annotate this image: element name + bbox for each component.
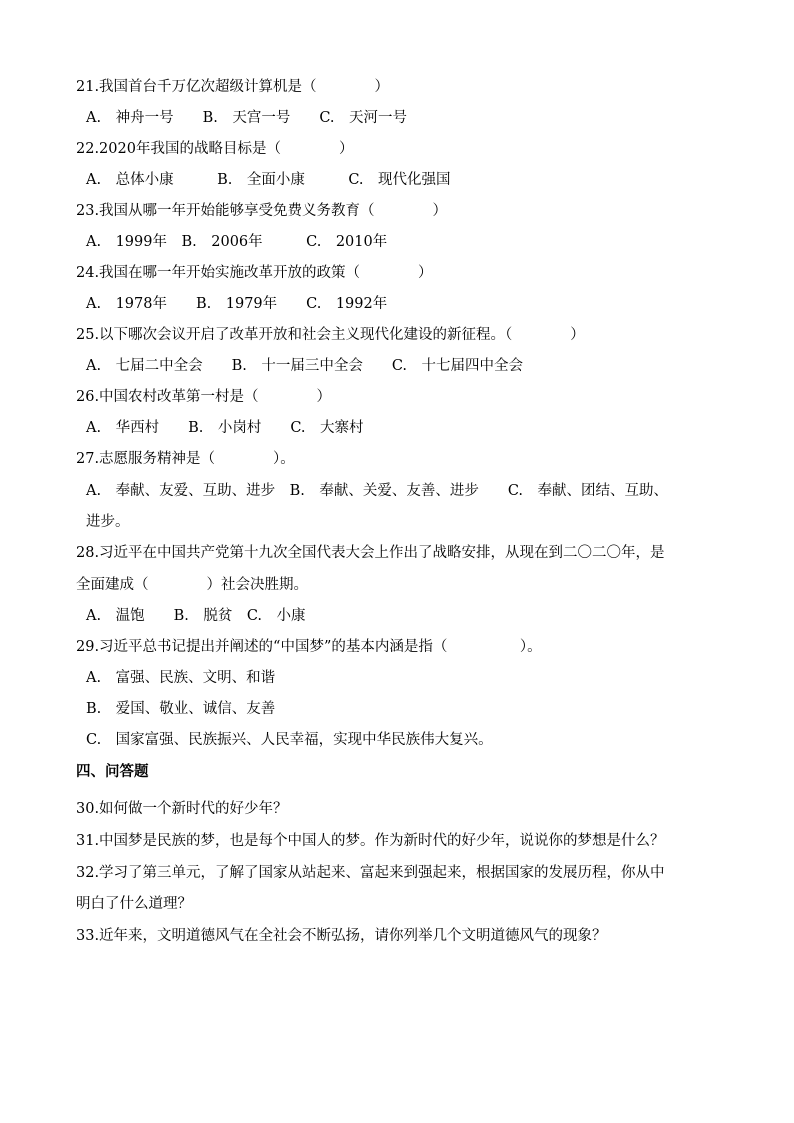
question-32: 32.学习了第三单元，了解了国家从站起来、富起来到强起来，根据国家的发展历程，你从中 (76, 865, 665, 881)
question-23: 23.我国从哪一年开始能够享受免费义务教育（ ） (76, 203, 448, 219)
question-28-continued: 全面建成（ ）社会决胜期。 (76, 577, 308, 593)
question-29-option-c: C. 国家富强、民族振兴、人民幸福，实现中华民族伟大复兴。 (86, 732, 493, 748)
question-33: 33.近年来，文明道德风气在全社会不断弘扬，请你列举几个文明道德风气的现象？ (76, 928, 607, 944)
question-28-options: A. 温饱 B. 脱贫 C. 小康 (86, 608, 306, 624)
question-22-options: A. 总体小康 B. 全面小康 C. 现代化强国 (86, 172, 451, 188)
question-24: 24.我国在哪一年开始实施改革开放的政策（ ） (76, 265, 433, 281)
question-23-options: A. 1999年 B. 2006年 C. 2010年 (86, 234, 388, 250)
question-25-options: A. 七届二中全会 B. 十一届三中全会 C. 十七届四中全会 (86, 358, 524, 374)
section-title-qa: 四、问答题 (76, 764, 149, 780)
question-26: 26.中国农村改革第一村是（ ） (76, 389, 332, 405)
question-29-option-a: A. 富强、民族、文明、和谐 (86, 670, 276, 686)
question-27: 27.志愿服务精神是（ ）。 (76, 451, 295, 467)
question-29: 29.习近平总书记提出并阐述的“中国梦”的基本内涵是指（ ）。 (76, 639, 542, 655)
question-24-options: A. 1978年 B. 1979年 C. 1992年 (86, 296, 388, 312)
question-31: 31.中国梦是民族的梦，也是每个中国人的梦。作为新时代的好少年，说说你的梦想是什么？ (76, 833, 665, 849)
question-29-option-b: B. 爱国、敬业、诚信、友善 (86, 701, 276, 717)
question-27-options-continued: 进步。 (86, 514, 130, 530)
question-27-options: A. 奉献、友爱、互助、进步 B. 奉献、关爱、友善、进步 C. 奉献、团结、互助、 (86, 483, 669, 499)
question-22: 22.2020年我国的战略目标是（ ） (76, 141, 354, 157)
question-25: 25.以下哪次会议开启了改革开放和社会主义现代化建设的新征程。（ ） (76, 327, 585, 343)
question-21: 21.我国首台千万亿次超级计算机是（ ） (76, 79, 390, 95)
question-32-continued: 明白了什么道理？ (76, 896, 192, 912)
question-21-options: A. 神舟一号 B. 天宫一号 C. 天河一号 (86, 110, 408, 126)
question-30: 30.如何做一个新时代的好少年？ (76, 801, 288, 817)
question-28: 28.习近平在中国共产党第十九次全国代表大会上作出了战略安排，从现在到二〇二〇年，是 (76, 545, 665, 561)
question-26-options: A. 华西村 B. 小岗村 C. 大寨村 (86, 420, 364, 436)
